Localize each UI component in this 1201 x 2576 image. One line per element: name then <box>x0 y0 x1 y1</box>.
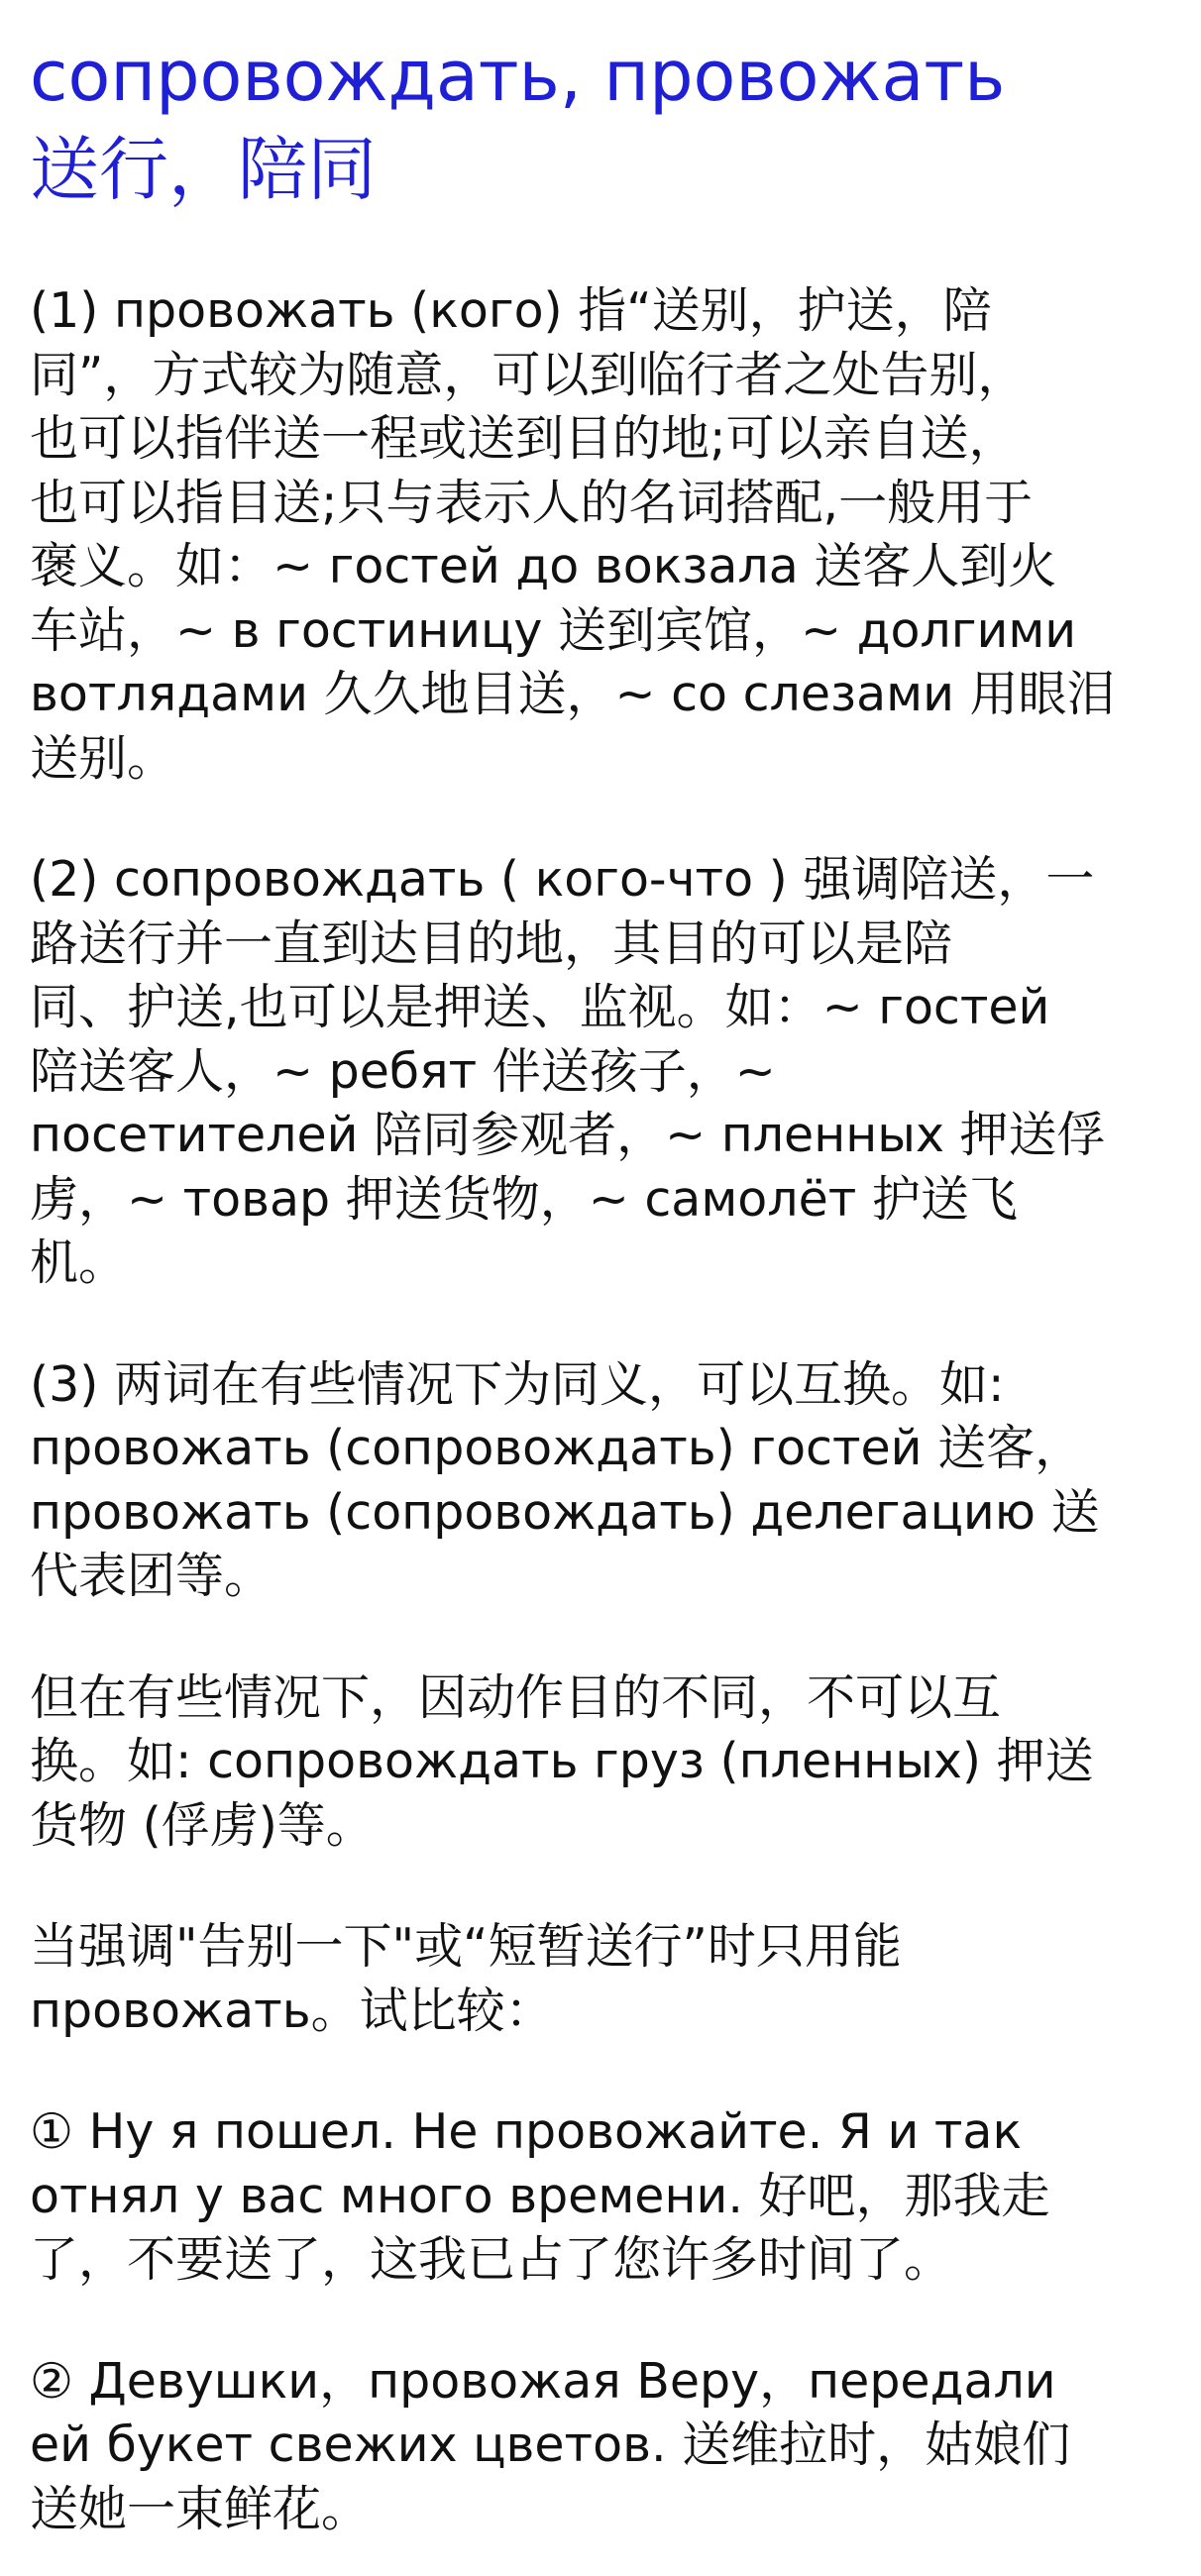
text-line: 换。如: сопровождать груз (пленных) 押送 <box>30 1733 1094 1789</box>
text-line: посетителей 陪同参观者，~ пленных 押送俘 <box>30 1107 1106 1163</box>
article-title <box>30 30 1171 216</box>
text-line: ей букет свежих цветов. 送维拉时，姑娘们 <box>30 2416 1071 2473</box>
text-line: ② Девушки，провожая Веру，передали <box>30 2352 1056 2410</box>
text-line: 也可以指伴送一程或送到目的地;可以亲自送， <box>30 410 1018 467</box>
text-line: 送她一束鲜花。 <box>30 2480 371 2537</box>
text-line: 送别。 <box>30 729 176 787</box>
text-line: 路送行并一直到达目的地，其目的可以是陪 <box>30 914 953 972</box>
text-line: 陪送客人，~ ребят 伴送孩子，~ <box>30 1042 776 1100</box>
text-line: провожать。试比较： <box>30 1982 554 2039</box>
text-line: 同、护送,也可以是押送、监视。如：~ гостей <box>30 979 1050 1035</box>
text-line: (2) сопровождать ( кого-что ) 强调陪送，一 <box>30 851 1095 908</box>
text-line: 也可以指目送;只与表示人的名词搭配,一般用于 <box>30 474 1034 531</box>
title-russian-words: сопровождать, провожать <box>30 36 1006 117</box>
text-line: провожать (сопровождать) гостей 送客， <box>30 1420 1084 1476</box>
section-synonym-usage <box>30 1353 1171 1609</box>
text-line: 车站，~ в гостиницу 送到宾馆，~ долгими <box>30 601 1077 659</box>
text-line: 代表团等。 <box>30 1548 273 1604</box>
text-line: 但在有些情况下，因动作目的不同，不可以互 <box>30 1668 1002 1726</box>
text-line: провожать (сопровождать) делегацию 送 <box>30 1483 1100 1541</box>
text-line: отнял у вас много времени. 好吧，那我走 <box>30 2167 1050 2224</box>
text-line: (3) 两词在有些情况下为同义，可以互换。如: <box>30 1355 1005 1413</box>
text-line: 褒义。如：~ гостей до вокзала 送客人到火 <box>30 538 1057 594</box>
section-soprovozhdat <box>30 848 1171 1296</box>
text-line: 当强调"告别一下"或“短暂送行”时只用能 <box>30 1918 902 1975</box>
title-chinese-translation: 送行，陪同 <box>30 129 377 210</box>
section-provozhat <box>30 279 1171 791</box>
text-line: 了，不要送了，这我已占了您许多时间了。 <box>30 2231 953 2288</box>
section-non-interchangeable <box>30 1666 1171 1859</box>
text-line: вотлядами 久久地目送，~ со слезами 用眼泪 <box>30 666 1116 722</box>
example-1 <box>30 2100 1171 2293</box>
text-line: 货物 (俘虏)等。 <box>30 1796 375 1854</box>
text-line: ① Ну я пошел. Не провожайте. Я и так <box>30 2103 1023 2160</box>
text-line: 机。 <box>30 1234 128 1291</box>
text-line: 同”，方式较为随意，可以到临行者之处告别， <box>30 346 1027 403</box>
example-2 <box>30 2350 1171 2542</box>
text-line: (1) провожать (кого) 指“送别，护送，陪 <box>30 282 992 339</box>
section-compare-note <box>30 1915 1171 2043</box>
text-line: 虏，~ товар 押送货物，~ самолёт 护送飞 <box>30 1170 1018 1228</box>
